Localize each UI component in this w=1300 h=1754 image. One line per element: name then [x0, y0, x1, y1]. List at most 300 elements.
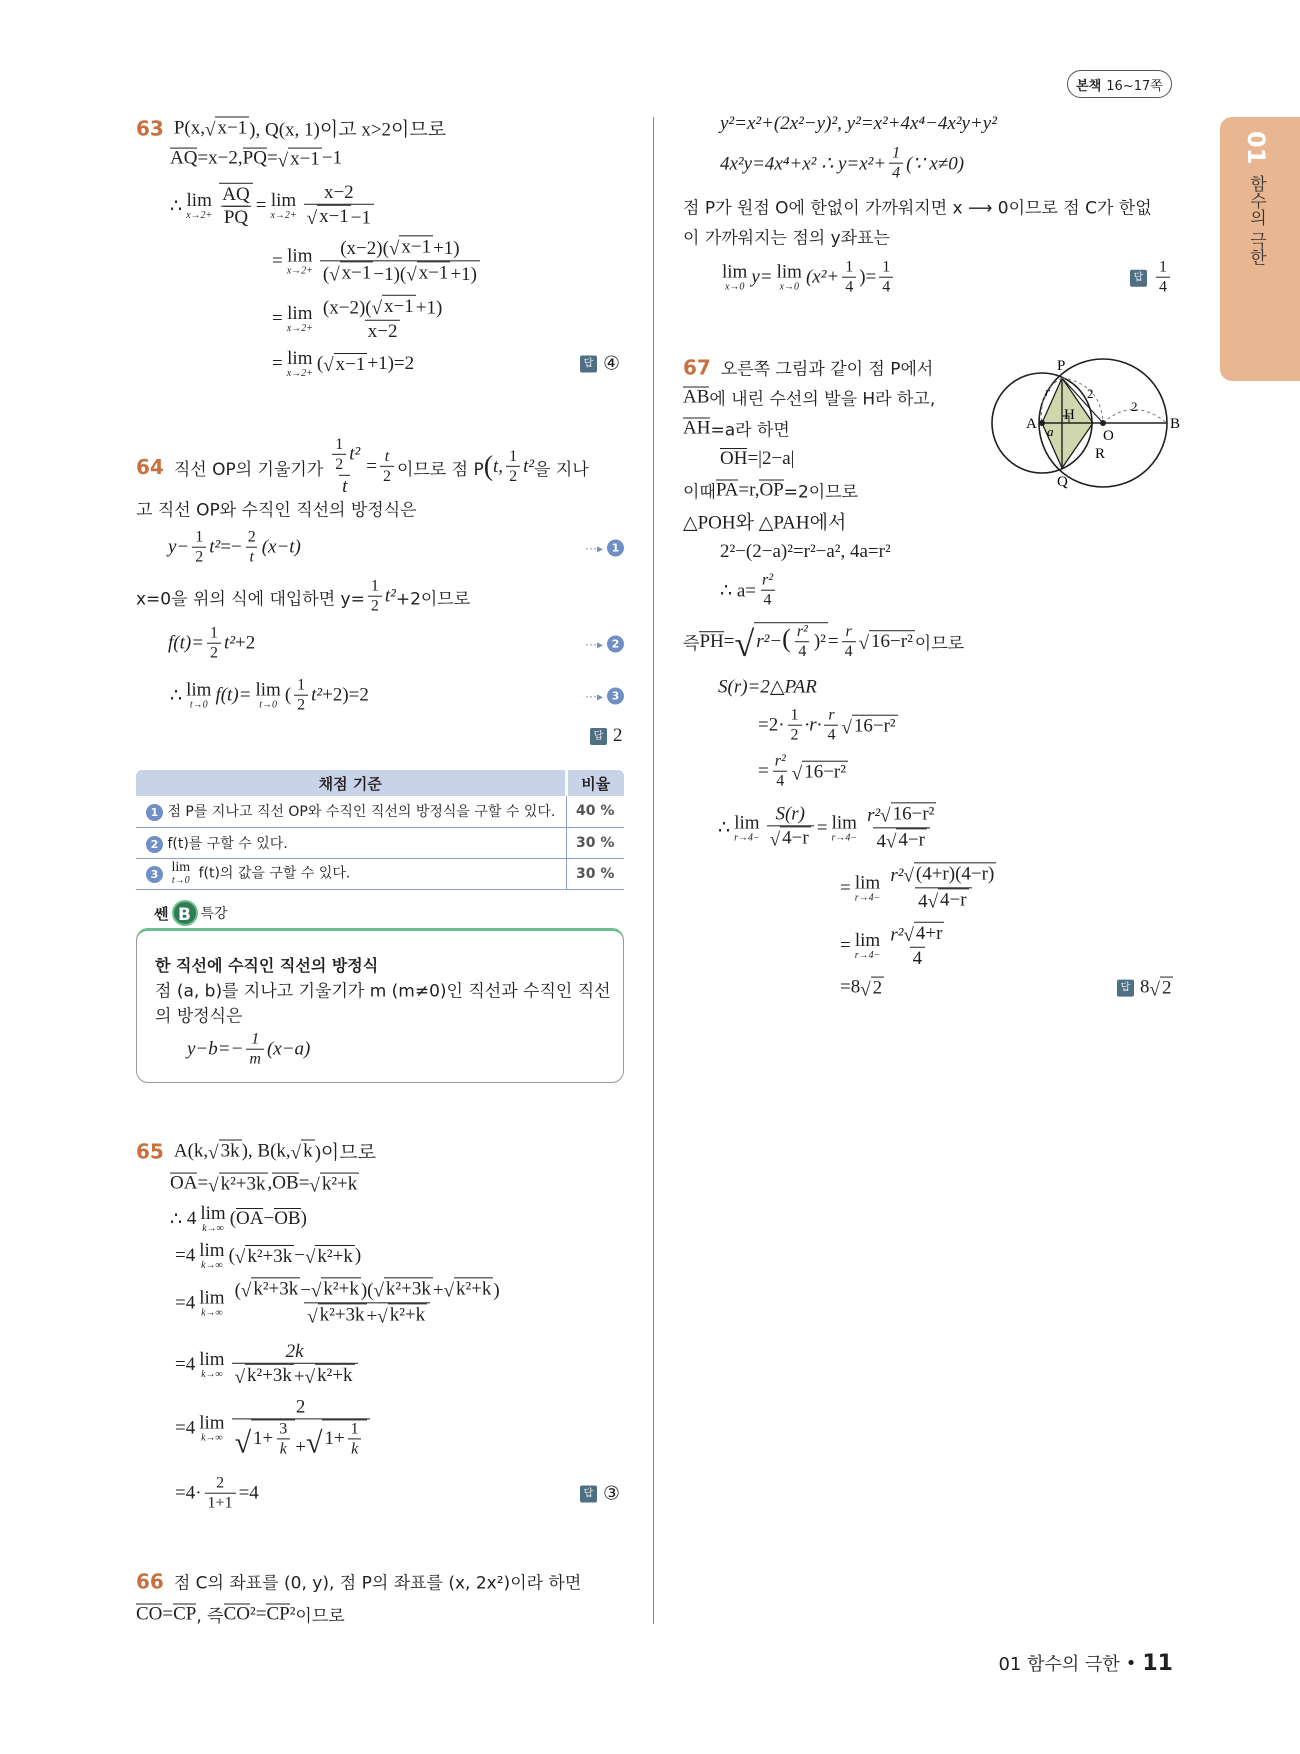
label-A: A: [1026, 416, 1037, 432]
step-marker-1: [585, 540, 624, 557]
denominator: 4: [889, 163, 903, 183]
lim-text: lim: [199, 1286, 225, 1308]
math-text: P(x,: [173, 117, 205, 138]
fraction: [320, 295, 445, 343]
step-arrow: ⋯▸: [584, 689, 603, 703]
p65-line7: [175, 1396, 373, 1459]
math-text: r²−: [756, 630, 783, 652]
lim-subscript: x→2+: [286, 322, 313, 334]
denominator: t: [246, 547, 256, 567]
lim-subscript: r→4−: [831, 831, 858, 843]
ssen-b-lecture-label: [154, 900, 228, 926]
sqrt: [305, 1364, 355, 1387]
math-text: −1)(: [373, 263, 407, 285]
numerator: [232, 1277, 503, 1302]
equals: =: [255, 194, 267, 216]
numerator: 1: [845, 258, 854, 276]
numerator: r²: [762, 571, 774, 589]
p63-line3: [170, 182, 377, 230]
math-text: =4: [175, 1353, 196, 1375]
math-text: =4·: [175, 1482, 202, 1504]
equals: =: [272, 353, 283, 374]
table-row: [136, 827, 624, 858]
fraction: [304, 182, 374, 230]
math-text: t²: [209, 536, 221, 558]
sqrt: [372, 295, 416, 318]
radical: √: [277, 150, 289, 172]
segment: CP: [266, 1603, 290, 1625]
segment: OP: [759, 479, 784, 501]
radicand: 2: [872, 977, 883, 999]
radicand: k²+3k: [385, 1278, 431, 1300]
numerator: AQ: [219, 183, 252, 206]
p66-eq2: [720, 145, 964, 184]
radical: √: [240, 1280, 252, 1302]
radical: √: [323, 355, 334, 377]
sqrt: [859, 631, 915, 654]
lim: [777, 263, 802, 293]
radical: √: [309, 1175, 320, 1197]
chapter-tab[interactable]: [1220, 117, 1300, 381]
radical: √: [885, 830, 897, 852]
math-text: ·r·: [804, 714, 822, 736]
equals: =: [272, 249, 283, 271]
p67-limit-line4: [840, 977, 884, 1000]
radicand: (4+r)(4−r): [915, 863, 995, 885]
lim-text: lim: [186, 679, 212, 701]
text: 직선 OP의 기울기가: [173, 459, 324, 480]
page-reference-badge: [1067, 70, 1172, 98]
math-text: ), B(k,: [241, 1140, 291, 1161]
sqrt: [770, 827, 811, 850]
radical: √: [304, 1366, 316, 1388]
segment: OH: [720, 448, 748, 470]
math-text: ): [354, 1245, 362, 1266]
p65-line6: [175, 1341, 361, 1389]
radical: √: [388, 238, 400, 260]
sqrt: [323, 353, 367, 376]
sqrt: [305, 1245, 355, 1268]
math-text: y−: [168, 536, 190, 558]
radical: √: [858, 633, 870, 655]
fraction: [207, 625, 221, 664]
sqrt: [329, 261, 373, 284]
math-text: t²: [523, 456, 535, 477]
math-text: (: [782, 623, 791, 653]
fraction: [232, 1396, 370, 1459]
sqrt: [903, 922, 944, 945]
lim-subscript: t→0: [189, 699, 208, 711]
text: 이므로: [295, 1606, 345, 1627]
lim-text: lim: [831, 811, 857, 833]
sqrt: [377, 1303, 427, 1326]
math-text: ,: [267, 1173, 273, 1194]
lim: [255, 681, 280, 711]
lim: [287, 349, 313, 379]
fraction: [276, 1420, 290, 1459]
lim-text: lim: [186, 189, 212, 211]
numerator: 1: [509, 447, 518, 465]
numerator: 1: [297, 676, 306, 694]
math-text: +2)=2: [322, 684, 369, 706]
criteria-cell: [136, 796, 566, 827]
numerator: [320, 295, 445, 320]
math-text: A(k,: [173, 1140, 209, 1161]
label-R: R: [1095, 446, 1106, 462]
sqrt: [734, 622, 827, 662]
equals: =: [298, 1173, 310, 1194]
radical: √: [903, 865, 914, 887]
numerator: r²: [796, 623, 808, 641]
fraction: [368, 578, 382, 617]
radicand: 16−r²: [871, 631, 913, 653]
table-row: [136, 796, 624, 827]
math-text: −1: [350, 207, 372, 229]
numerator: 1: [1159, 258, 1167, 276]
lim-subscript: x→2+: [286, 368, 313, 379]
p67-limit-line1: [718, 802, 942, 853]
numerator: 1: [790, 706, 799, 724]
math-text: =4: [238, 1482, 259, 1504]
math-text: =: [255, 1603, 267, 1624]
label-r: r: [1045, 384, 1051, 399]
radicand: [251, 1419, 295, 1459]
lim-subscript: x→2+: [270, 209, 297, 221]
radical: √: [1149, 979, 1160, 1001]
radical: √: [373, 1280, 384, 1302]
numerator: [887, 922, 947, 947]
sqrt: [241, 1277, 300, 1300]
math-text: (: [284, 684, 292, 706]
numerator: r²: [774, 752, 786, 770]
answer-value: ③: [603, 1483, 621, 1505]
answer-value: 2: [613, 725, 623, 746]
tip-title: 한 직선에 수직인 직선의 방정식: [155, 956, 379, 975]
math-text: r²: [890, 924, 904, 946]
radicand: k²+3k: [319, 1304, 365, 1326]
p63-line5: [272, 295, 448, 343]
fraction: [842, 623, 856, 662]
radical: √: [234, 1247, 246, 1269]
p66-text: 이 가까워지는 점의 y좌표는: [683, 228, 890, 249]
math-text: +1): [415, 297, 443, 319]
therefore-sign: ∴: [718, 817, 731, 839]
numerator: 1: [370, 577, 379, 595]
denominator: k: [277, 1439, 290, 1459]
sqrt: [373, 1277, 432, 1300]
fraction: [506, 448, 520, 487]
denominator: 4: [795, 642, 809, 662]
radical: √: [927, 890, 939, 912]
sqrt: [792, 761, 848, 784]
lim-subscript: r→4−: [734, 831, 760, 843]
label-2: 2: [1131, 399, 1138, 414]
math-text: t,: [493, 456, 504, 477]
radicand: 16−r²: [892, 803, 935, 825]
p67-line1: [683, 355, 933, 380]
radicand: k²+3k: [220, 1173, 266, 1195]
math-text: =2·: [758, 714, 785, 736]
segment: CP: [173, 1603, 197, 1625]
lim: [186, 681, 211, 711]
denominator: [873, 827, 929, 854]
p65-line2: [170, 1173, 359, 1196]
numerator: x−2: [323, 181, 354, 203]
sqrt: [841, 715, 897, 738]
equals: =: [723, 630, 735, 652]
lim: [199, 1350, 224, 1380]
label-a: a: [1047, 424, 1054, 439]
label-H: H: [1064, 407, 1075, 423]
segment: OA: [236, 1208, 264, 1230]
p66-eq1: y²=x²+(2x²−y)², y²=x²+4x⁴−4x²y+y²: [720, 113, 997, 134]
fraction: [380, 448, 394, 487]
segment: CO: [223, 1603, 251, 1625]
lim: [855, 873, 881, 903]
radical: √: [769, 829, 781, 851]
math-text: =x−2,: [197, 148, 243, 169]
fraction: [824, 707, 838, 746]
step-number: 2: [607, 636, 624, 653]
sqrt: [291, 1140, 315, 1163]
therefore-sign: ∴: [170, 1208, 183, 1230]
p66-line2: [136, 1602, 345, 1627]
sqrt: [860, 977, 884, 1000]
lim: [171, 861, 190, 886]
radical: √: [234, 1366, 245, 1388]
p67-area-line2: [758, 707, 898, 746]
fraction: [842, 259, 856, 298]
p64-line4: [136, 578, 470, 617]
p67-line7: 2²−(2−a)²=r²−a², 4a=r²: [720, 541, 891, 562]
radicand: k²+3k: [253, 1278, 299, 1300]
therefore-sign: ∴: [170, 195, 183, 217]
text: 오른쪽 그림과 같이 점 P에서: [720, 359, 934, 380]
p65-line1: [136, 1138, 376, 1165]
answer-value: ④: [603, 353, 621, 375]
step-number: 1: [607, 540, 624, 557]
math-text: =: [758, 760, 769, 782]
fraction: [759, 572, 776, 611]
sqrt: [406, 261, 450, 284]
equals: =: [197, 1173, 209, 1194]
radicand: x−1: [341, 262, 372, 284]
math-text: (x−2)(: [340, 238, 389, 260]
math-text: =4: [175, 1291, 196, 1313]
answer-icon: 답: [580, 1486, 597, 1503]
p66-line1: [136, 1569, 581, 1594]
denominator: k: [348, 1439, 361, 1459]
text: 이므로 점 P: [396, 459, 484, 480]
footer-bullet: •: [1125, 1652, 1137, 1674]
text: 에 내린 수선의 발을 H라 하고,: [709, 389, 936, 410]
radical: √: [791, 763, 803, 785]
step-number: 3: [146, 866, 163, 883]
lim: [734, 813, 760, 843]
denominator: 4: [773, 771, 787, 791]
denominator: 4: [879, 277, 893, 297]
lim: [831, 813, 857, 843]
lim-text: lim: [776, 261, 802, 283]
text: 즉: [683, 634, 700, 655]
lim-text: lim: [270, 189, 297, 211]
p67-limit-line2: [840, 862, 1002, 913]
math-text: f(t)=: [215, 684, 252, 706]
fraction: [864, 802, 939, 853]
p65-line8: [175, 1475, 259, 1514]
math-text: (: [229, 1208, 237, 1229]
math-text: +: [295, 1436, 306, 1458]
segment: PA: [715, 479, 739, 501]
p67-limit-line3: [840, 922, 950, 970]
math-text: ²: [289, 1603, 296, 1624]
tip-box: [136, 928, 624, 1083]
radicand: 4−r: [898, 829, 925, 851]
radicand: k: [303, 1140, 313, 1162]
denominator: 2: [368, 596, 382, 616]
math-text: −: [263, 1208, 275, 1229]
equals: =: [272, 307, 283, 329]
fraction: [794, 623, 811, 662]
step-number: 1: [146, 804, 163, 821]
problem-number: 63: [136, 116, 164, 140]
radicand: k²+k: [323, 1278, 359, 1300]
fraction: [320, 235, 480, 286]
fraction: [219, 183, 252, 230]
radical: √: [305, 1426, 323, 1460]
lim-text: lim: [734, 811, 760, 833]
lim-text: lim: [200, 1203, 226, 1224]
p67-area-line1: S(r)=2△PAR: [718, 676, 817, 698]
answer-value: 8: [1140, 977, 1150, 998]
page-number: 11: [1142, 1650, 1173, 1676]
math-text: =−: [220, 536, 242, 558]
numerator: 1: [892, 144, 901, 162]
answer-value: [1156, 259, 1170, 298]
denominator: [304, 1302, 430, 1329]
radicand: k²+3k: [247, 1245, 293, 1267]
p63-line4: [272, 235, 483, 286]
equals: =: [840, 876, 851, 898]
p67-area-line3: [758, 753, 848, 792]
lim-subscript: t→0: [259, 699, 278, 711]
chapter-title: 함수의 극한: [1246, 175, 1266, 266]
p63-line1: [136, 115, 446, 142]
radicand: 2: [1161, 977, 1172, 999]
denominator: 4: [1156, 277, 1170, 297]
math-text: y=: [751, 266, 773, 288]
math-text: =8: [840, 977, 861, 998]
numerator: 1: [195, 528, 204, 546]
ratio-cell: 30 %: [566, 827, 624, 858]
p66-text: 점 P가 원점 O에 한없이 가까워지면 x ⟶ 0이므로 점 C가 한없: [683, 198, 1152, 219]
sqrt: [307, 1303, 366, 1326]
denominator: 4: [761, 590, 775, 610]
p67-line5: [683, 478, 858, 503]
math-text: )²: [813, 630, 826, 652]
lim-text: lim: [287, 348, 313, 369]
numerator: 1: [882, 258, 891, 276]
sqrt: [205, 117, 249, 140]
math-text: =: [162, 1603, 174, 1624]
ssen-logo: 쎈: [154, 904, 169, 923]
fraction: [772, 753, 789, 792]
radicand: 3k: [220, 1140, 240, 1162]
p67-line8: [720, 572, 779, 611]
math-text: =r,: [738, 479, 760, 500]
label-O: O: [1103, 428, 1114, 444]
p65-line4: [175, 1241, 361, 1271]
fraction: [205, 1475, 236, 1514]
radical: √: [406, 263, 417, 285]
paren: (: [483, 451, 494, 482]
denominator: 4: [824, 725, 838, 745]
radicand: 16−r²: [853, 715, 896, 737]
fraction: [332, 436, 346, 475]
radical: √: [377, 1305, 388, 1327]
lim: [287, 304, 313, 334]
segment: AQ: [170, 148, 198, 170]
fraction: [232, 1341, 358, 1389]
sqrt: [389, 235, 433, 258]
math-text: =: [266, 148, 278, 169]
badge-label: 본책: [1076, 78, 1102, 94]
denominator: t: [339, 474, 350, 498]
answer-icon: 답: [1117, 980, 1134, 997]
numerator: [887, 862, 999, 887]
radical: √: [371, 297, 383, 319]
math-text: 4: [876, 830, 886, 852]
fraction: [879, 259, 893, 298]
lim-subscript: r→4−: [854, 949, 881, 961]
lim-subscript: k→∞: [201, 1368, 223, 1380]
lim-text: lim: [199, 1348, 225, 1370]
segment: OA: [170, 1173, 198, 1195]
label-2: 2: [1087, 386, 1094, 401]
lim-subscript: t→0: [171, 875, 190, 886]
numerator: 2: [216, 1474, 225, 1492]
lim-subscript: k→∞: [201, 1306, 223, 1318]
answer-icon: 답: [590, 728, 607, 745]
numerator: 1: [350, 1420, 359, 1438]
text: +2이므로: [395, 589, 471, 610]
lim-subscript: k→∞: [201, 1260, 223, 1271]
math-text: (x−a): [266, 1038, 311, 1060]
denominator: 2: [788, 725, 802, 745]
step-number: 3: [607, 688, 624, 705]
denominator: x−2: [365, 319, 401, 343]
tip-text: 점 (a, b)를 지나고 기울기가 m (m≠0)인 직선과 수직인 직선: [155, 981, 611, 1002]
lim-text: lim: [854, 871, 881, 893]
lim: [270, 191, 296, 221]
math-text: =4: [175, 1417, 196, 1438]
math-text: (x−2)(: [322, 297, 372, 319]
denominator: 2: [192, 547, 206, 567]
lim-text: lim: [199, 1240, 225, 1261]
denominator: [221, 206, 251, 230]
lim-subscript: x→0: [779, 281, 799, 293]
radicand: k²+k: [317, 1245, 353, 1267]
lim-subscript: x→2+: [286, 264, 313, 276]
math-text: =|2−a|: [747, 448, 795, 469]
radical: √: [860, 979, 871, 1001]
numerator: r: [828, 706, 835, 724]
denominator: [232, 1363, 358, 1390]
numerator: [326, 436, 363, 475]
radicand: 16−r²: [804, 761, 846, 783]
radicand: [322, 1419, 366, 1459]
denominator: 4: [910, 946, 926, 970]
